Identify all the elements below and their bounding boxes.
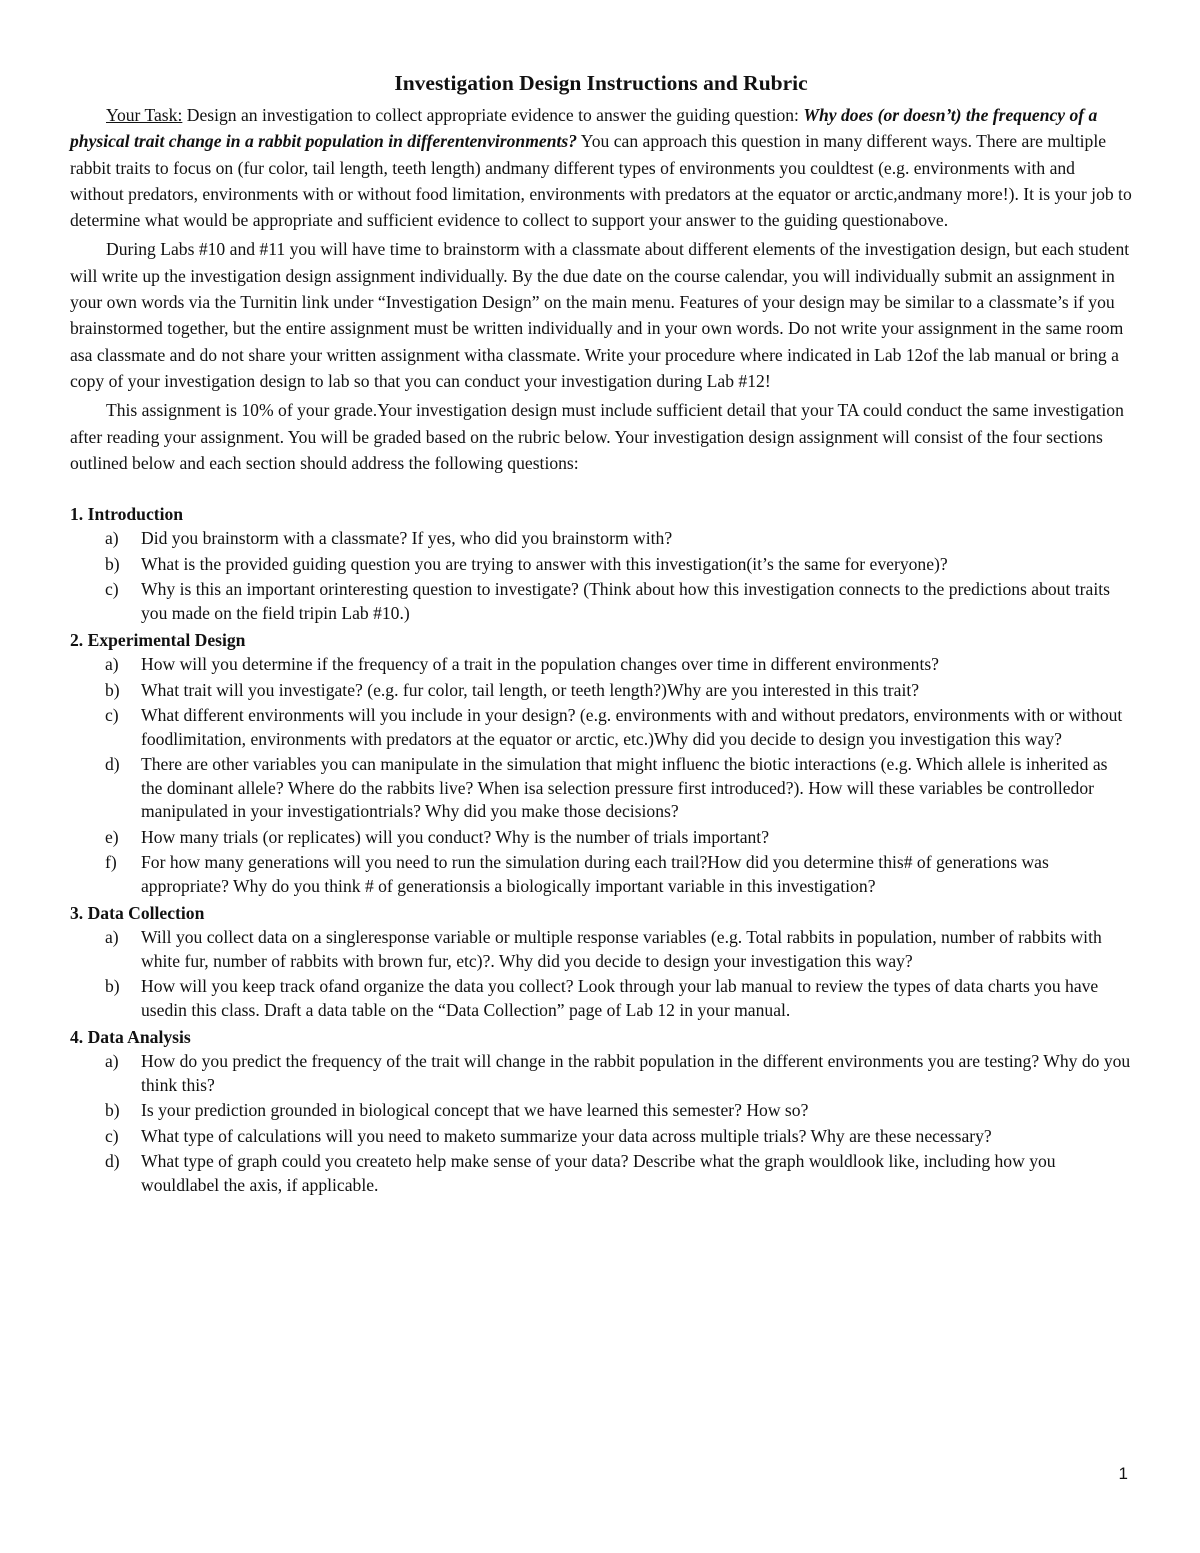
item-letter: b) [105, 679, 120, 700]
item-text: What type of calculations will you need to maketo summarize your data across multiple trials? Why are these necessary? [141, 1125, 992, 1146]
guiding-question: Why does (or doesn’t) the frequency of a physical trait change in a rabbit population in differentenvironments? [70, 105, 1098, 152]
item-text: How will you keep track ofand organize the data you collect? Look through your lab manual to review the types of data charts you have usedin this class. Draft a data table on the “Data Collection” page of Lab 12 in your manual. [141, 976, 1099, 1020]
item-text: What is the provided guiding question you are trying to answer with this investigation(it’s the same for everyone)? [141, 553, 948, 574]
item-letter: c) [105, 1125, 119, 1146]
item-text: How do you predict the frequency of the trait will change in the rabbit population in the different environments you are testing? Why do you think this? [141, 1051, 1131, 1095]
list-item [70, 704, 1132, 751]
item-text: How many trials (or replicates) will you conduct? Why is the number of trials important? [141, 826, 769, 847]
question-list [70, 527, 1132, 625]
item-letter: b) [105, 553, 120, 574]
section-data-analysis [70, 1024, 1132, 1197]
item-letter: e) [105, 826, 119, 847]
document-title: Investigation Design Instructions and Rubric [394, 71, 808, 95]
list-item [70, 926, 1132, 973]
task-text-2: You can approach this question in many different ways. There are multiple rabbit traits to focus on (fur color, tail length, teeth length) andmany different types of environments you couldtest (e.g. environments with and without predators, environments with or without food limitation, environments with predators at the equator or arctic,andmany more!). It is your job to determine what would be appropriate and sufficient evidence to collect to support your answer to the guiding questionabove. [70, 131, 1132, 231]
item-text: What trait will you investigate? (e.g. fur color, tail length, or teeth length?)Why are you interested in this trait? [141, 679, 920, 700]
section-title: 2. Experimental Design [70, 630, 246, 651]
item-text: Why is this an important orinteresting question to investigate? (Think about how this investigation connects to the predictions about traits you made on the field tripin Lab #10.) [141, 579, 1110, 623]
list-item [70, 975, 1132, 1022]
list-item [70, 653, 1132, 677]
item-letter: a) [105, 528, 119, 549]
list-item [70, 527, 1132, 551]
question-list [70, 653, 1132, 898]
section-title: 4. Data Analysis [70, 1027, 191, 1048]
list-item [70, 851, 1132, 898]
document-page [70, 68, 1132, 1199]
list-item [70, 753, 1132, 824]
task-paragraph [70, 102, 1132, 233]
list-item [70, 826, 1132, 850]
item-letter: a) [105, 654, 119, 675]
item-letter: b) [105, 976, 120, 997]
page-number: 1 [1118, 1464, 1128, 1483]
section-title: 1. Introduction [70, 504, 184, 525]
task-label: Your Task: [106, 105, 183, 125]
question-list [70, 926, 1132, 1022]
list-item [70, 553, 1132, 577]
item-text: Will you collect data on a singleresponse variable or multiple response variables (e.g. Total rabbits in population, number of rabbits with white fur, number of rabbits with brown fur, etc)?. Why did you decide to design your investigation this way? [141, 927, 1102, 971]
list-item [70, 679, 1132, 703]
item-letter: d) [105, 754, 120, 775]
list-item [70, 1125, 1132, 1149]
question-list [70, 1050, 1132, 1197]
item-text: There are other variables you can manipulate in the simulation that might influenc the biotic interactions (e.g. Which allele is inherited as the dominant allele? Where do the rabbits live? When isa selection pressure first introduced?). How will these variables be controlledor manipulated in your investigationtrials? Why did you make those decisions? [141, 754, 1108, 822]
item-letter: f) [105, 852, 117, 873]
item-letter: a) [105, 1051, 119, 1072]
item-letter: d) [105, 1151, 120, 1172]
brainstorm-paragraph: During Labs #10 and #11 you will have time to brainstorm with a classmate about different elements of the investigation design, but each student will write up the investigation design assignment individually. By the due date on the course calendar, you will individually submit an assignment in your own words via the Turnitin link under “Investigation Design” on the main menu. Features of your design may be similar to a classmate’s if you brainstormed together, but the entire assignment must be written individually and in your own words. Do not write your assignment in the same room asa classmate and do not share your written assignment witha classmate. Write your procedure where indicated in Lab 12of the lab manual or bring a copy of your investigation design to lab so that you can conduct your investigation during Lab #12! [70, 239, 1130, 391]
item-text: What different environments will you include in your design? (e.g. environments with and without predators, environments with or without foodlimitation, environments with predators at the equator or arctic, etc.)Why did you decide to design you investigation this way? [141, 705, 1123, 749]
item-letter: a) [105, 927, 119, 948]
section-introduction [70, 501, 1132, 625]
task-text-1: Design an investigation to collect appropriate evidence to answer the guiding question: [182, 105, 804, 125]
item-letter: c) [105, 579, 119, 600]
item-text: For how many generations will you need to run the simulation during each trail?How did you determine this# of generations was appropriate? Why do you think # of generationsis a biologically important variable in this investigation? [141, 852, 1049, 896]
item-letter: c) [105, 705, 119, 726]
section-gap [70, 479, 1132, 501]
item-text: Is your prediction grounded in biological concept that we have learned this semester? How so? [141, 1100, 809, 1121]
grading-paragraph: This assignment is 10% of your grade.Your investigation design must include sufficient detail that your TA could conduct the same investigation after reading your assignment. You will be graded based on the rubric below. Your investigation design assignment will consist of the four sections outlined below and each section should address the following questions: [70, 400, 1124, 473]
item-text: How will you determine if the frequency of a trait in the population changes over time in different environments? [141, 654, 939, 675]
section-experimental-design [70, 627, 1132, 898]
item-letter: b) [105, 1100, 120, 1121]
section-title: 3. Data Collection [70, 903, 205, 924]
list-item [70, 1099, 1132, 1123]
list-item [70, 1150, 1132, 1197]
item-text: What type of graph could you createto help make sense of your data? Describe what the graph wouldlook like, including how you wouldlabel the axis, if applicable. [141, 1151, 1056, 1195]
item-text: Did you brainstorm with a classmate? If yes, who did you brainstorm with? [141, 528, 673, 549]
section-data-collection [70, 900, 1132, 1022]
list-item [70, 578, 1132, 625]
list-item [70, 1050, 1132, 1097]
